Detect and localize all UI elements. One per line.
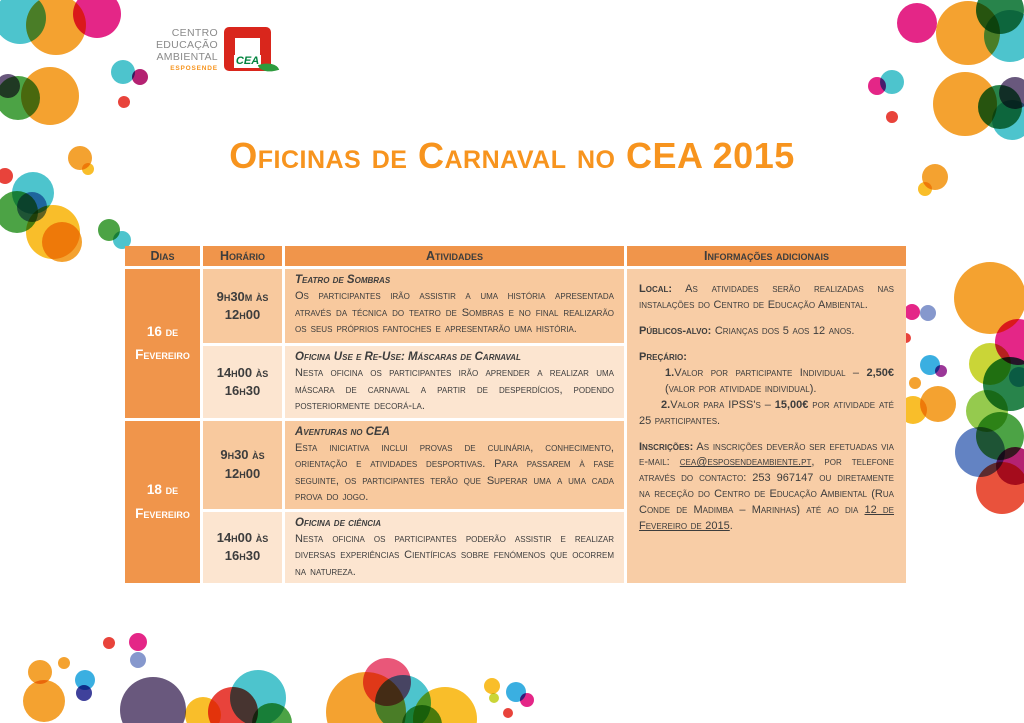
info-cell bbox=[627, 269, 906, 583]
table-row bbox=[125, 269, 906, 343]
time-cell: 14h00 às 16h30 bbox=[203, 346, 282, 418]
time-cell: 14h00 às 16h30 bbox=[203, 512, 282, 584]
info-local-text: As atividades serão realizadas nas instalações do Centro de Educação Ambiental. bbox=[639, 283, 894, 311]
logo-org-line1: CENTRO bbox=[171, 27, 218, 39]
price-2-text: Valor para IPSS's – bbox=[670, 398, 775, 411]
info-local bbox=[639, 282, 894, 314]
info-publico bbox=[639, 324, 894, 340]
column-header-info: Informações adicionais bbox=[627, 246, 906, 266]
price-1-value: 2,50€ bbox=[866, 366, 894, 379]
activity-desc: Nesta oficina os participantes irão aprender a realizar uma máscara de carnaval a partir de desperdícios, podendo posteriormente decorá-la. bbox=[295, 367, 614, 412]
schedule-table bbox=[122, 243, 909, 586]
day-cell-18-fevereiro: 18 de Fevereiro bbox=[125, 421, 200, 584]
cea-logo-icon bbox=[224, 27, 280, 79]
price-1-num: 1. bbox=[665, 366, 675, 379]
info-inscricoes-text3: . bbox=[729, 520, 733, 533]
price-item-2 bbox=[639, 398, 894, 430]
email-link[interactable]: cea@esposendeambiente.pt bbox=[679, 456, 812, 469]
info-inscricoes-label: Inscrições: bbox=[639, 440, 694, 453]
activity-cell bbox=[285, 269, 624, 343]
column-header-horario: Horário bbox=[203, 246, 282, 266]
activity-title: Oficina Use e Re-Use: Máscaras de Carnaval bbox=[295, 351, 521, 363]
logo-org-name bbox=[156, 27, 218, 73]
activity-title: Aventuras no CEA bbox=[295, 425, 390, 438]
column-header-atividades: Atividades bbox=[285, 246, 624, 266]
activity-cell bbox=[285, 512, 624, 584]
info-inscricoes-text2: , por telefone através do contacto: 253 967147 ou diretamente na receção do Centro de Educação Ambiental (Rua Conde de Madimba – Marinhas) até ao dia bbox=[639, 456, 894, 517]
activity-desc: Os participantes irão assistir a uma história apresentada através da técnica do teatro de Sombras e no final realizarão os seus próprios fantoches e apresentarão uma história. bbox=[295, 290, 614, 335]
activity-desc: Nesta oficina os participantes poderão assistir e realizar diversas experiências Científicas sobre fenómenos que ocorrem na natureza. bbox=[295, 532, 614, 578]
page-title: Oficinas de Carnaval no CEA 2015 bbox=[229, 135, 795, 176]
activity-title: Oficina de ciência bbox=[295, 516, 382, 529]
day-cell-16-fevereiro: 16 de Fevereiro bbox=[125, 269, 200, 418]
price-2-value: 15,00€ bbox=[774, 398, 809, 411]
logo-org-line2: EDUCAÇÃO bbox=[156, 39, 218, 52]
price-item-1 bbox=[665, 366, 894, 398]
logo-org-sub: ESPOSENDE bbox=[170, 65, 218, 73]
price-2-suffix: por atividade até 25 participantes. bbox=[639, 398, 894, 427]
info-local-label: Local: bbox=[639, 283, 673, 295]
info-publico-label: Públicos-alvo: bbox=[639, 324, 712, 337]
price-1-suffix: (valor por atividade individual). bbox=[665, 382, 817, 395]
info-inscricoes-text1: As inscrições deverão ser efetuadas via e-mail: bbox=[639, 440, 894, 469]
activity-title: Teatro de Sombras bbox=[295, 274, 391, 286]
price-2-num: 2. bbox=[661, 398, 671, 411]
price-1-text: Valor por participante Individual – bbox=[674, 366, 867, 379]
deadline-date: 12 de Fevereiro de 2015 bbox=[639, 504, 895, 533]
info-precario-label: Preçário: bbox=[639, 350, 687, 363]
column-header-dias: Dias bbox=[125, 246, 200, 266]
time-cell: 9h30 às 12h00 bbox=[203, 421, 282, 509]
logo-cea-text: CEA bbox=[235, 55, 260, 67]
activity-cell bbox=[285, 421, 624, 509]
info-inscricoes bbox=[639, 440, 894, 536]
activity-desc: Esta iniciativa inclui provas de culinária, conhecimento, orientação e atividades desportivas. Para passarem à fase seguinte, os participantes terão que Superar uma a uma cada prova do jogo. bbox=[295, 441, 614, 503]
activity-cell bbox=[285, 346, 624, 418]
time-cell: 9h30m às 12h00 bbox=[203, 269, 282, 343]
cea-logo bbox=[156, 27, 280, 79]
logo-org-line3: AMBIENTAL bbox=[156, 51, 218, 64]
header-row bbox=[125, 246, 906, 266]
info-publico-text: Crianças dos 5 aos 12 anos. bbox=[711, 324, 855, 337]
